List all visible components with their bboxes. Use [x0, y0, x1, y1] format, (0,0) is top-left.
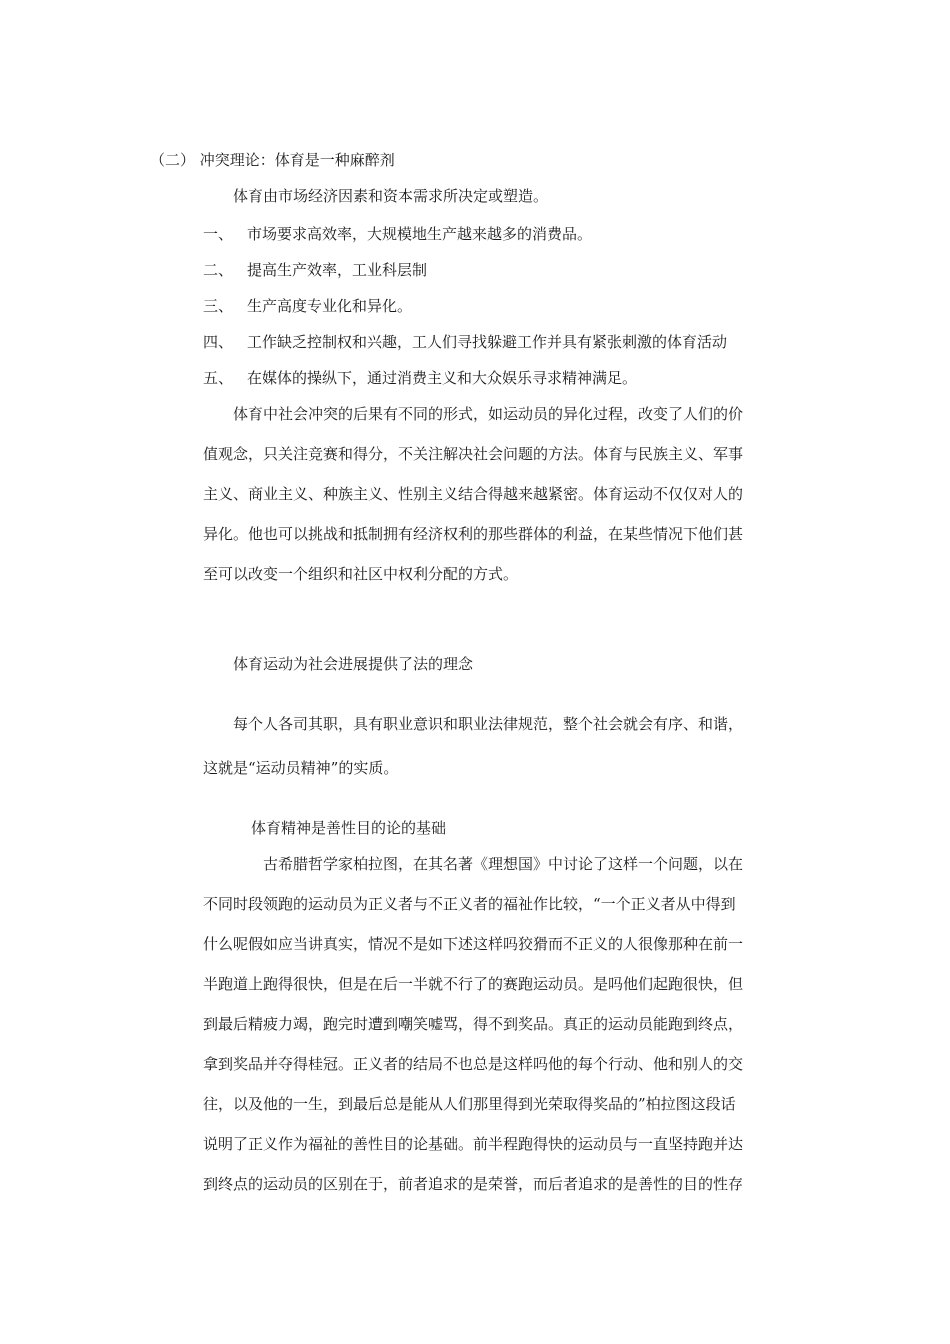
list-text: 生产高度专业化和异化。	[247, 297, 413, 315]
list-number: 五、	[203, 369, 234, 387]
section-heading-law-concept: 体育运动为社会进展提供了法的理念	[233, 655, 474, 673]
list-number: 二、	[203, 261, 234, 279]
paragraph-line: 拿到奖品并夺得桂冠。正义者的结局不也总是这样吗他的每个行动、他和别人的交	[203, 1055, 744, 1073]
intro-line: 体育由市场经济因素和资本需求所决定或塑造。	[233, 187, 549, 205]
paragraph-line: 说明了正义作为福祉的善性目的论基础。前半程跑得快的运动员与一直坚持跑并达	[203, 1135, 744, 1153]
list-text: 工作缺乏控制权和兴趣，工人们寻找躲避工作并具有紧张刺激的体育活动	[247, 333, 728, 351]
list-number: 一、	[203, 225, 234, 243]
paragraph-line: 半跑道上跑得很快，但是在后一半就不行了的赛跑运动员。是吗他们起跑很快，但	[203, 975, 744, 993]
paragraph-line: 主义、商业主义、种族主义、性别主义结合得越来越紧密。体育运动不仅仅对人的	[203, 485, 744, 503]
paragraph-line: 异化。他也可以挑战和抵制拥有经济权利的那些群体的利益，在某些情况下他们甚	[203, 525, 744, 543]
paragraph-line: 不同时段领跑的运动员为正义者与不正义者的福祉作比较，“一个正义者从中得到	[203, 895, 736, 913]
paragraph-line: 往，以及他的一生，到最后总是能从人们那里得到光荣取得奖品的”柏拉图这段话	[203, 1095, 736, 1113]
paragraph-line: 值观念，只关注竞赛和得分，不关注解决社会问题的方法。体育与民族主义、军事	[203, 445, 744, 463]
list-text: 提高生产效率，工业科层制	[247, 261, 428, 279]
paragraph-line: 到终点的运动员的区别在于，前者追求的是荣誉，而后者追求的是善性的目的性存	[203, 1175, 744, 1193]
section-heading-teleology: 体育精神是善性目的论的基础	[251, 819, 447, 837]
paragraph-line: 这就是“运动员精神”的实质。	[203, 759, 399, 777]
paragraph-line: 至可以改变一个组织和社区中权利分配的方式。	[203, 565, 519, 583]
section-heading-conflict-theory: （二） 冲突理论：体育是一种麻醉剂	[150, 151, 395, 169]
list-text: 市场要求高效率，大规模地生产越来越多的消费品。	[247, 225, 593, 243]
paragraph-line: 体育中社会冲突的后果有不同的形式，如运动员的异化过程，改变了人们的价	[233, 405, 744, 423]
list-text: 在媒体的操纵下，通过消费主义和大众娱乐寻求精神满足。	[247, 369, 638, 387]
paragraph-line: 到最后精疲力竭，跑完时遭到嘲笑嘘骂，得不到奖品。真正的运动员能跑到终点，	[203, 1015, 744, 1033]
list-number: 三、	[203, 297, 234, 315]
paragraph-line: 古希腊哲学家柏拉图，在其名著《理想国》中讨论了这样一个问题，以在	[263, 855, 744, 873]
paragraph-line: 什么呢假如应当讲真实，情况不是如下述这样吗狡猾而不正义的人很像那种在前一	[203, 935, 744, 953]
paragraph-line: 每个人各司其职，具有职业意识和职业法律规范，整个社会就会有序、和谐，	[233, 715, 744, 733]
list-number: 四、	[203, 333, 234, 351]
